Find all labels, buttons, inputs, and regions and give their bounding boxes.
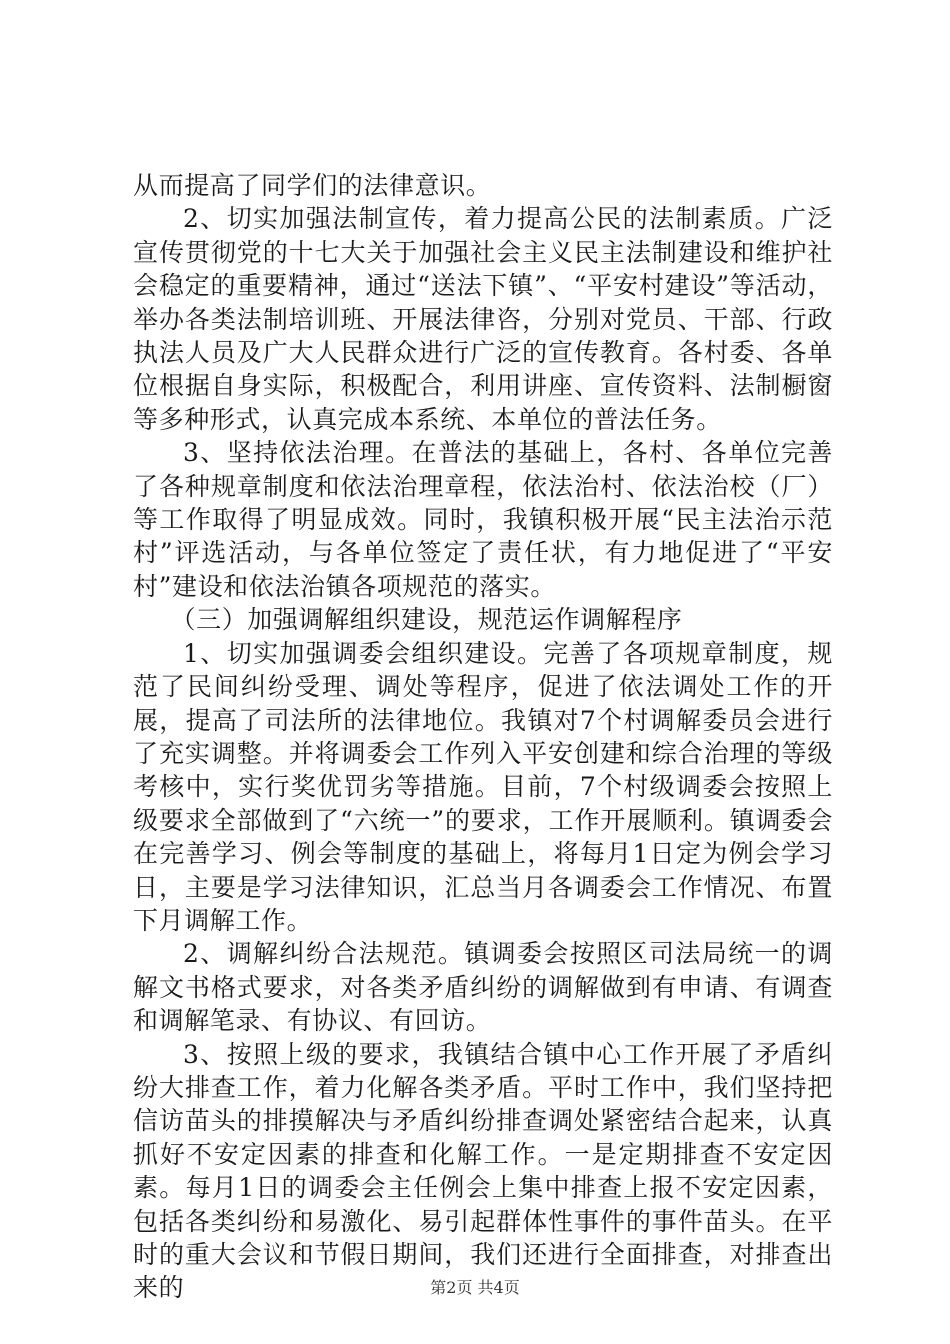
section-heading: （三）加强调解组织建设，规范运作调解程序 (170, 605, 683, 635)
page-footer: 第2页 共4页 (430, 1278, 520, 1297)
paragraph-legal-publicity: 2、切实加强法制宣传，着力提高公民的法制素质。广泛宣传贯彻党的十七大关于加强社会主义民主法制建设和维护社会稳定的重要精神，通过“送法下镇”、“平安村建设”等活动，举办各类法制培训班、开展法律咨，分别对党员、干部、行政执法人员及广大人民群众进行广泛的宣传教育。各村委、各单位根据自身实际，积极配合，利用讲座、宣传资料、法制橱窗等多种形式，认真完成本系统、本单位的普法任务。 (133, 204, 833, 434)
paragraph-rule-of-law: 3、坚持依法治理。在普法的基础上，各村、各单位完善了各种规章制度和依法治理章程，依法治村、依法治校（厂）等工作取得了明显成效。同时，我镇积极开展“民主法治示范村”评选活动，与各单位签定了责任状，有力地促进了“平安村”建设和依法治镇各项规范的落实。 (133, 438, 833, 601)
paragraph-dispute-screening: 3、按照上级的要求，我镇结合镇中心工作开展了矛盾纠纷大排查工作，着力化解各类矛盾。平时工作中，我们坚持把信访苗头的排摸解决与矛盾纠纷排查调处紧密结合起来，认真抓好不安定因素的排查和化解工作。一是定期排查不安定因素。每月1日的调委会主任例会上集中排查上报不安定因素，包括各类纠纷和易激化、易引起群体性事件的事件苗头。在平时的重大会议和节假日期间，我们还进行全面排查，对排查出来的 (133, 1039, 833, 1303)
paragraph-mediation-standard: 2、调解纠纷合法规范。镇调委会按照区司法局统一的调解文书格式要求，对各类矛盾纠纷的调解做到有申请、有调查和调解笔录、有协议、有回访。 (133, 939, 833, 1036)
paragraph-mediation-organization: 1、切实加强调委会组织建设。完善了各项规章制度，规范了民间纠纷受理、调处等程序，促进了依法调处工作的开展，提高了司法所的法律地位。我镇对7个村调解委员会进行了充实调整。并将调委会工作列入平安创建和综合治理的等级考核中，实行奖优罚劣等措施。目前，7个村级调委会按照上级要求全部做到了“六统一”的要求，工作开展顺利。镇调委会在完善学习、例会等制度的基础上，将每月1日定为例会学习日，主要是学习法律知识，汇总当月各调委会工作情况、布置下月调解工作。 (133, 638, 833, 935)
paragraph-continuation: 从而提高了同学们的法律意识。 (133, 171, 492, 200)
document-body (133, 169, 833, 1305)
